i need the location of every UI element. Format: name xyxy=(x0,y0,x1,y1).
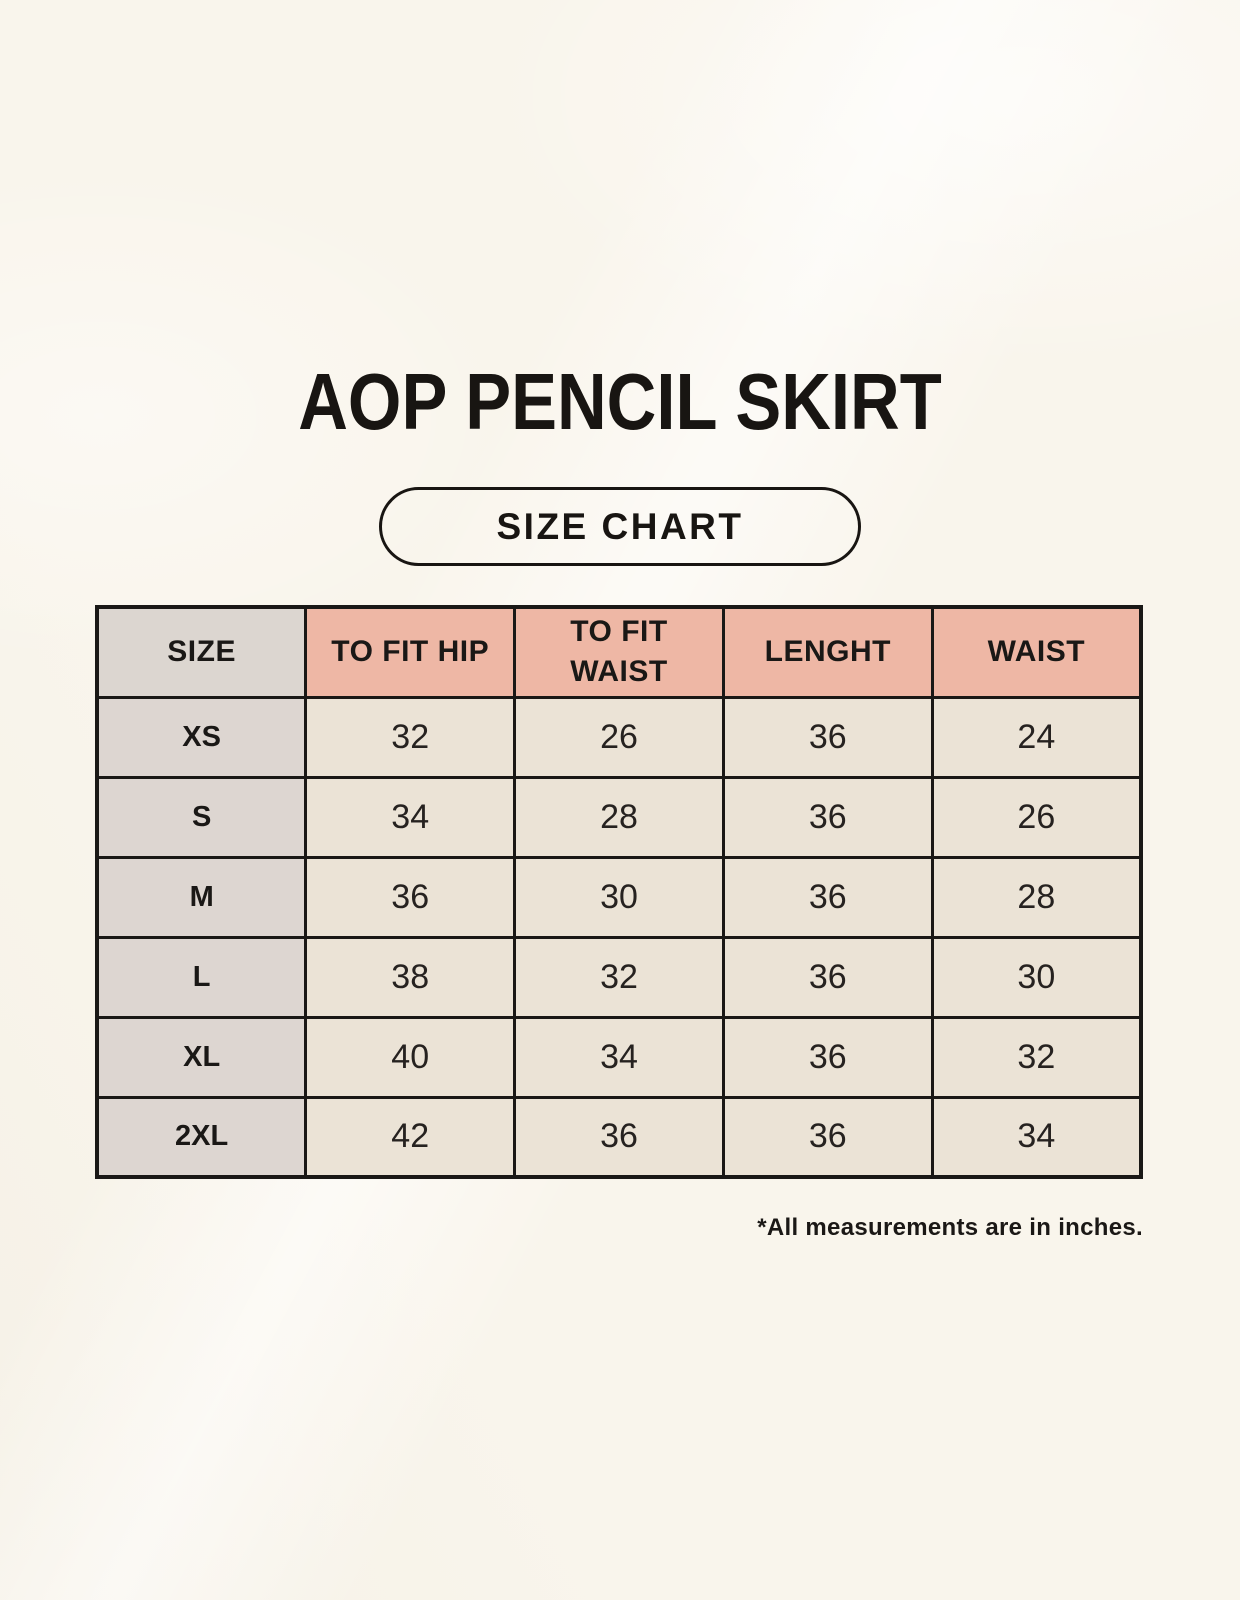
size-label-cell: S xyxy=(97,777,306,857)
table-row-m xyxy=(97,857,1141,937)
product-title: AOP PENCIL SKIRT xyxy=(298,357,942,446)
table-row-l xyxy=(97,937,1141,1017)
measurement-cell: 36 xyxy=(723,1097,932,1177)
size-chart-table xyxy=(95,605,1143,1179)
table-row-xs xyxy=(97,697,1141,777)
measurement-cell: 28 xyxy=(932,857,1141,937)
measurement-cell: 36 xyxy=(723,937,932,1017)
measurement-cell: 40 xyxy=(306,1017,515,1097)
measurement-cell: 32 xyxy=(306,697,515,777)
measurement-cell: 34 xyxy=(932,1097,1141,1177)
measurement-cell: 36 xyxy=(723,857,932,937)
measurement-cell: 36 xyxy=(306,857,515,937)
measurement-cell: 26 xyxy=(932,777,1141,857)
measurement-cell: 34 xyxy=(515,1017,724,1097)
measurements-footnote: *All measurements are in inches. xyxy=(757,1214,1143,1241)
measurement-cell: 32 xyxy=(932,1017,1141,1097)
table-header xyxy=(97,607,1141,697)
size-label-cell: XS xyxy=(97,697,306,777)
measurement-cell: 38 xyxy=(306,937,515,1017)
measurement-cell: 36 xyxy=(723,697,932,777)
column-header-to-fit-hip: TO FIT HIP xyxy=(306,607,515,697)
table-row-2xl xyxy=(97,1097,1141,1177)
column-header-to-fit-waist: TO FIT WAIST xyxy=(515,607,724,697)
size-chart-badge xyxy=(379,487,861,566)
size-chart-badge-label: SIZE CHART xyxy=(496,505,744,547)
header-row xyxy=(97,607,1141,697)
column-header-size: SIZE xyxy=(97,607,306,697)
measurement-cell: 30 xyxy=(515,857,724,937)
measurement-cell: 24 xyxy=(932,697,1141,777)
column-header-waist: WAIST xyxy=(932,607,1141,697)
size-label-cell: 2XL xyxy=(97,1097,306,1177)
measurement-cell: 36 xyxy=(723,777,932,857)
measurement-cell: 32 xyxy=(515,937,724,1017)
column-header-lenght: LENGHT xyxy=(723,607,932,697)
measurement-cell: 28 xyxy=(515,777,724,857)
size-label-cell: XL xyxy=(97,1017,306,1097)
size-label-cell: M xyxy=(97,857,306,937)
table-row-xl xyxy=(97,1017,1141,1097)
measurement-cell: 36 xyxy=(723,1017,932,1097)
table-row-s xyxy=(97,777,1141,857)
measurement-cell: 30 xyxy=(932,937,1141,1017)
table-body xyxy=(97,697,1141,1177)
size-label-cell: L xyxy=(97,937,306,1017)
measurement-cell: 36 xyxy=(515,1097,724,1177)
measurement-cell: 26 xyxy=(515,697,724,777)
measurement-cell: 42 xyxy=(306,1097,515,1177)
measurement-cell: 34 xyxy=(306,777,515,857)
